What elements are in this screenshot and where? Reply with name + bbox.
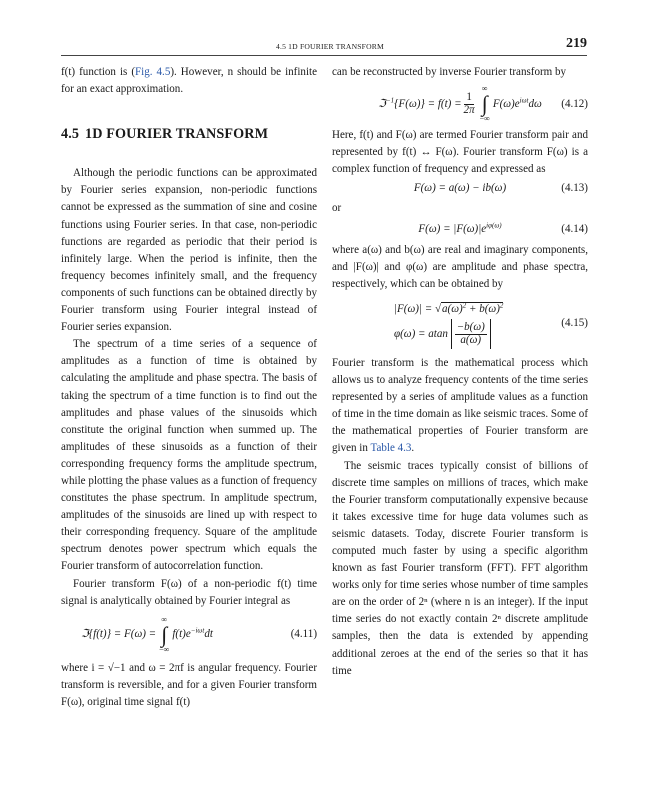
- section-number: 4.5: [61, 126, 80, 143]
- equation-4-14: $F(\omega) = |F(\omega)|e^{i\varphi(\omega)}$ (4.14): [332, 221, 588, 238]
- equation-4-15: $|F(\omega)| = √a(\omega)^2 + b(\omega)^2$ φ(ω) = atan $\frac{-b(\omega)}{a(\omega)}$ (4.15): [332, 299, 588, 349]
- equation-number: (4.12): [561, 97, 588, 110]
- paragraph-continuation: f(t) function is (Fig. 4.5). However, n should be infinite for an exact approximation.: [61, 66, 317, 96]
- paragraph: Here, f(t) and F(ω) are termed Fourier transform pair and represented by f(t) ↔ F(ω). Fourier transform F(ω) is a complex function of frequency and expressed as: [332, 129, 588, 176]
- right-column: [332, 64, 588, 680]
- table-link[interactable]: Table 4.3: [370, 442, 412, 455]
- equation-number: (4.14): [561, 222, 588, 235]
- equation-4-12: ℑ$^{-1}${F(ω)} = f(t) = $\frac{1}{2\pi}$ ∞ ∫ −∞ $F(\omega)e^{i\omega t}d\omega$ (4.12): [378, 84, 588, 124]
- page-number: 219: [566, 36, 587, 51]
- equation-4-11: ℑ{f(t)} = F(ω) = ∞ ∫ −∞ $f(t)e^{-i\omega t}dt$ (4.11): [81, 614, 317, 654]
- section-heading: [61, 126, 317, 143]
- paragraph: The spectrum of a time series of a sequence of amplitudes as a function of time is obtained by calculating the amplitude and phase spectra. The basis of taking the spectrum of a time function is to find out the amplitudes and phase values of the sinusoids which constitute the original function when summed up. The amplitudes of these sinusoids as a function of their corresponding frequency forms the amplitude spectrum, while plotting the phase values as a function of frequency constitutes the phase spectrum. In amplitude spectrum, amplitudes of the sinusoids are lined up with respect to their corresponding frequency. Square of the amplitude spectrum denotes power spectrum which equals the Fourier transform of autocorrelation function.: [61, 338, 317, 573]
- equation-number: (4.11): [290, 628, 317, 641]
- equation-number: (4.15): [561, 316, 588, 329]
- left-column: [61, 64, 317, 711]
- paragraph: Although the periodic functions can be approximated by Fourier series expansion, non-periodic functions cannot be expressed as the summation of sine and cosine functions using Fourier series. In that case, non-periodic functions are regarded as periodic that their period is infinitely large. When the period is infinite, then the frequency becomes infinitely small, and the frequency components of such functions can be obtained directly by Fourier transform using Fourier integral instead of Fourier series expansion.: [61, 167, 317, 334]
- or-text: or: [332, 202, 342, 215]
- paragraph: Fourier transform is the mathematical process which allows us to analyze frequency contents of the time series represented by a series of amplitude values as a function of time in the time domain as like seismic traces. Some of the mathematical properties of Fourier transform are given in Table 4.3.: [332, 356, 588, 455]
- equation-number: (4.13): [561, 182, 588, 195]
- header-rule: [61, 55, 587, 56]
- figure-link[interactable]: Fig. 4.5: [135, 66, 171, 78]
- paragraph: can be reconstructed by inverse Fourier transform by: [332, 66, 567, 78]
- paragraph: Fourier transform F(ω) of a non-periodic f(t) time signal is analytically obtained by Fourier integral as: [61, 577, 317, 607]
- paragraph: where a(ω) and b(ω) are real and imaginary components, and |F(ω)| and φ(ω) are amplitude and phase spectra, respectively, which can be obtained by: [332, 243, 588, 290]
- section-title: 1D FOURIER TRANSFORM: [85, 126, 269, 143]
- paragraph: where i = √−1 and ω = 2πf is angular frequency. Fourier transform is reversible, and for a given Fourier transform F(ω), original time signal f(t): [61, 661, 317, 708]
- equation-4-13: F(ω) = a(ω) − ib(ω) (4.13): [332, 180, 588, 197]
- paragraph: The seismic traces typically consist of billions of discrete time samples on millions of traces, which make the Fourier transform computationally expensive because it takes excessive time for huge data volumes such as seismic datasets. Today, discrete Fourier transform is computed much faster by using a specific algorithm known as fast Fourier transform (FFT). FFT algorithm works only for time series whose number of time samples are on the order of 2ⁿ (where n is an integer). If the input time series do not exactly contain 2ⁿ discrete amplitude samples, then the data is extended by appending additional zeroes at the end of the series so that it has time: [332, 459, 588, 677]
- running-head: 4.5 1D FOURIER TRANSFORM: [275, 42, 385, 51]
